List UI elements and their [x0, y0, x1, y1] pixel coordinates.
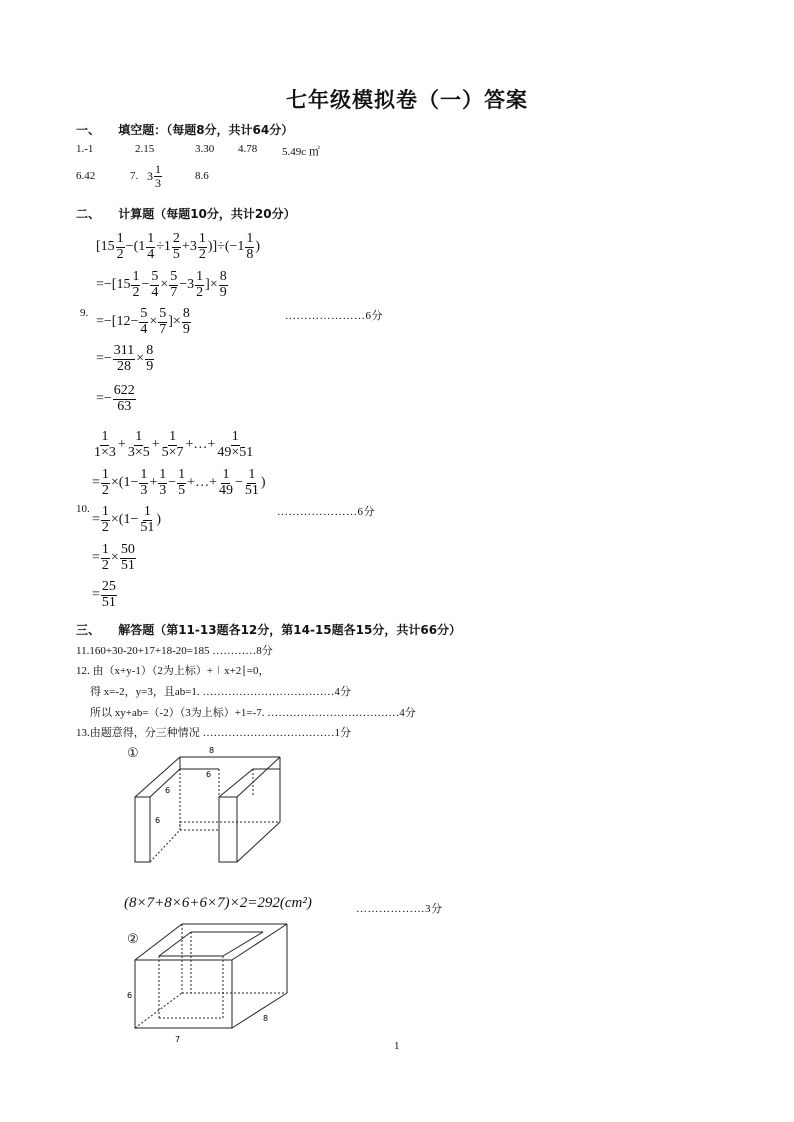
answer-3: 3.30 [195, 143, 215, 155]
section3-title: 解答题（第11-13题各12分，第14-15题各15分，共计66分） [118, 623, 462, 637]
answer-2: 2.15 [135, 143, 155, 155]
section2-number: 二、 [76, 207, 101, 221]
answer-12-line-1: 12. 由（x+y-1）（2为上标）+∣x+2∣=0， [76, 665, 270, 677]
q9-line-1: [15 $\frac{1}{2}$ −(1 $\frac{1}{4}$ ÷1 $\frac{2}{5}$ +3 $\frac{1}{2}$ )]÷(−1 $\frac{1}{8}$ ) [96, 231, 261, 262]
fig1-top-label: 8 [209, 746, 215, 755]
fig2-left-label: 6 [127, 991, 133, 1000]
answer-7-mixed-number [147, 163, 163, 189]
section3-heading [76, 621, 461, 638]
fig1-left-inner-label: 6 [165, 786, 171, 795]
q10-line-4: = $\frac{1}{2}$ × $\frac{50}{51}$ [92, 542, 135, 573]
page-number: 1 [394, 1040, 400, 1052]
q9-line-5: =− $\frac{622}{63}$ [96, 383, 135, 414]
answer-11: 11.160+30-20+17+18-20=185 …………8分 [76, 645, 273, 657]
q9-line-3: =−[12− $\frac{5}{4}$ × $\frac{5}{7}$ ]× $\frac{8}{9}$ [96, 306, 190, 337]
fig2-right-label: 8 [263, 1014, 269, 1023]
answer-4: 4.78 [238, 143, 258, 155]
answer-12-line-3: 所以 xy+ab=（-2）（3为上标）+1=-7. ………………………………4分 [90, 707, 416, 719]
q9-label: 9. [80, 307, 89, 319]
answer-8: 8.6 [195, 170, 209, 182]
q10-score: …………………6分 [277, 506, 375, 518]
q10-line-3: = $\frac{1}{2}$ ×(1− $\frac{1}{51}$ ) [92, 504, 162, 535]
answer-1: 1.-1 [76, 143, 94, 155]
page-title: 七年级模拟卷（一）答案 [286, 88, 528, 112]
section1-number: 一、 [76, 123, 101, 137]
figure-2-open-box [125, 918, 305, 1048]
fig2-bottom-label: 7 [175, 1035, 181, 1044]
section2-heading [76, 205, 296, 222]
answer-13-line: 13.由题意得，分三种情况 ………………………………1分 [76, 727, 351, 739]
q10-line-1: $\frac{1}{1\times 3}$ + $\frac{1}{3\times 5}$ + $\frac{1}{5\times 7}$ +…+ $\frac{1}{49\times 51}$ [94, 429, 254, 460]
q9-line-4: =− $\frac{311}{28}$ × $\frac{8}{9}$ [96, 343, 154, 374]
q10-line-5: = $\frac{25}{51}$ [92, 579, 116, 610]
section1-title: 填空题：（每题8分，共计64分） [118, 123, 294, 137]
fig1-left-label: 6 [155, 816, 161, 825]
case-2-marker: ② [127, 931, 139, 946]
answer-5: 5.49c ㎡ [282, 146, 320, 158]
figure-1-u-shape [125, 745, 305, 870]
answer-12-line-2: 得 x=-2，y=3，且ab=1. ………………………………4分 [90, 686, 351, 698]
section1-heading [76, 121, 293, 138]
q9-score: …………………6分 [285, 310, 383, 322]
q10-label: 10. [76, 503, 90, 515]
answer-7-label: 7. [130, 170, 139, 182]
section3-number: 三、 [76, 623, 101, 637]
section2-title: 计算题（每题10分，共计20分） [118, 207, 296, 221]
answer-6: 6.42 [76, 170, 96, 182]
fig1-inner-label: 6 [206, 770, 212, 779]
q10-line-2: = $\frac{1}{2}$ ×(1− $\frac{1}{3}$ + $\frac{1}{3}$ − $\frac{1}{5}$ +…+ $\frac{1}{49}$ − $\frac{1}{51}$ ) [92, 467, 266, 498]
answer-7-fraction: $\frac{1}{3}$ [155, 162, 161, 190]
area-formula-score: ………………3分 [356, 903, 443, 915]
area-formula: (8×7+8×6+6×7)×2=292(cm²) [124, 895, 312, 911]
answer-7-whole: 3 [147, 168, 153, 183]
case-1-marker: ① [127, 745, 139, 760]
q9-line-2: =−[15 $\frac{1}{2}$ − $\frac{5}{4}$ × $\frac{5}{7}$ −3 $\frac{1}{2}$ ]× $\frac{8}{9}$ [96, 269, 227, 300]
